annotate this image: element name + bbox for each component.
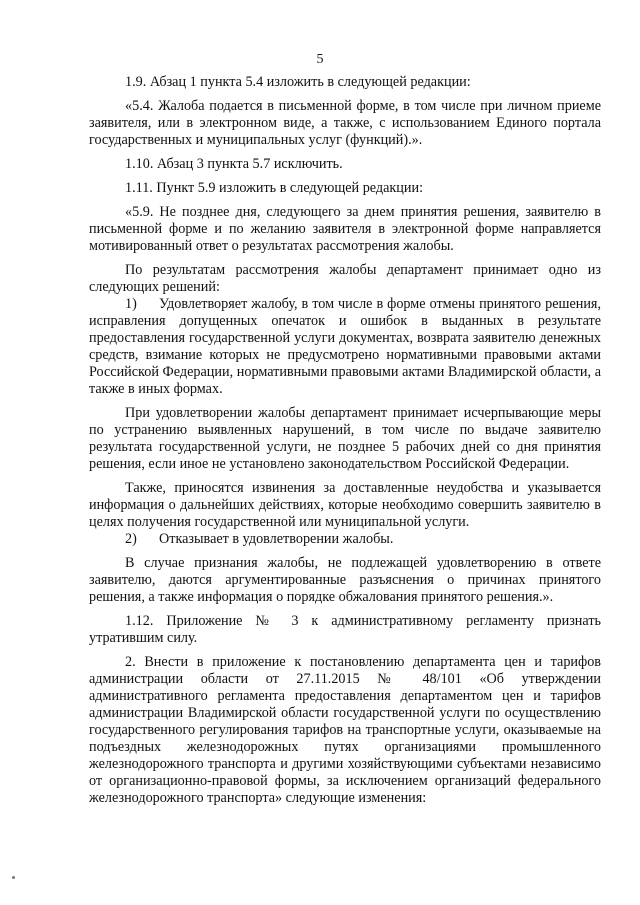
paragraph-1-12: 1.12. Приложение № 3 к административному регламенту признать утратившим силу.	[89, 613, 601, 646]
page-number: 5	[316, 52, 324, 67]
paragraph-quote-5-9: «5.9. Не позднее дня, следующего за днем принятия решения, заявителю в письменной форме и по желанию заявителя в электронной форме направляется мотивированный ответ о результатах рассмотрения жалобы.	[89, 204, 601, 254]
paragraph-apologies: Также, приносятся извинения за доставленные неудобства и указывается информация о дальнейших действиях, которые необходимо совершить заявителю в целях получения государственной или муниципальной услуги.	[89, 480, 601, 530]
scan-dot-mark	[12, 876, 15, 879]
list-item-1-text: Удовлетворяет жалобу, в том числе в форме отмены принятого решения, исправления допущенных опечаток и ошибок в выданных в результате предоставления государственной услуги документах, возврата заявителю денежных средств, взимание которых не предусмотрено нормативными правовыми актами Российской Федерации, нормативными правовыми актами Владимирской области, а также в иных формах.	[89, 296, 601, 397]
paragraph-1-10: 1.10. Абзац 3 пункта 5.7 исключить.	[125, 156, 343, 172]
list-item-1	[89, 296, 601, 398]
paragraph-quote-5-4: «5.4. Жалоба подается в письменной форме, в том числе при личном приеме заявителя, или в электронном виде, а также, с использованием Единого портала государственных и муниципальных услуг (функций).».	[89, 98, 601, 148]
list-marker-1: 1)	[125, 296, 137, 312]
document-body	[89, 74, 601, 807]
paragraph-decisions-intro: По результатам рассмотрения жалобы департамент принимает одно из следующих решений:	[89, 262, 601, 295]
list-item-2	[89, 531, 601, 548]
paragraph-2-amendments: 2. Внести в приложение к постановлению департамента цен и тарифов администрации области от 27.11.2015 № 48/101 «Об утверждении административного регламента предоставления департаментом цен и тарифов администрации Владимирской области государственной услуги по осуществлению государственного регулирования тарифов на транспортные услуги, оказываемые на подъездных железнодорожных путях организациями промышленного железнодорожного транспорта и другими хозяйствующими субъектами независимо от организационно-правовой формы, за исключением организаций федерального железнодорожного транспорта» следующие изменения:	[89, 654, 601, 806]
paragraph-satisfaction-measures: При удовлетворении жалобы департамент принимает исчерпывающие меры по устранению выявленных нарушений, в том числе по выдаче заявителю результата государственной услуги, не позднее 5 рабочих дней со дня принятия решения, если иное не установлено законодательством Российской Федерации.	[89, 405, 601, 472]
list-item-2-text: Отказывает в удовлетворении жалобы.	[159, 531, 394, 547]
paragraph-1-11: 1.11. Пункт 5.9 изложить в следующей редакции:	[125, 180, 424, 196]
paragraph-refusal-explanation: В случае признания жалобы, не подлежащей удовлетворению в ответе заявителю, даются аргументированные разъяснения о причинах принятого решения, а также информация о порядке обжалования принятого решения.».	[89, 555, 601, 605]
paragraph-1-9: 1.9. Абзац 1 пункта 5.4 изложить в следующей редакции:	[125, 74, 471, 90]
list-marker-2: 2)	[125, 531, 137, 547]
